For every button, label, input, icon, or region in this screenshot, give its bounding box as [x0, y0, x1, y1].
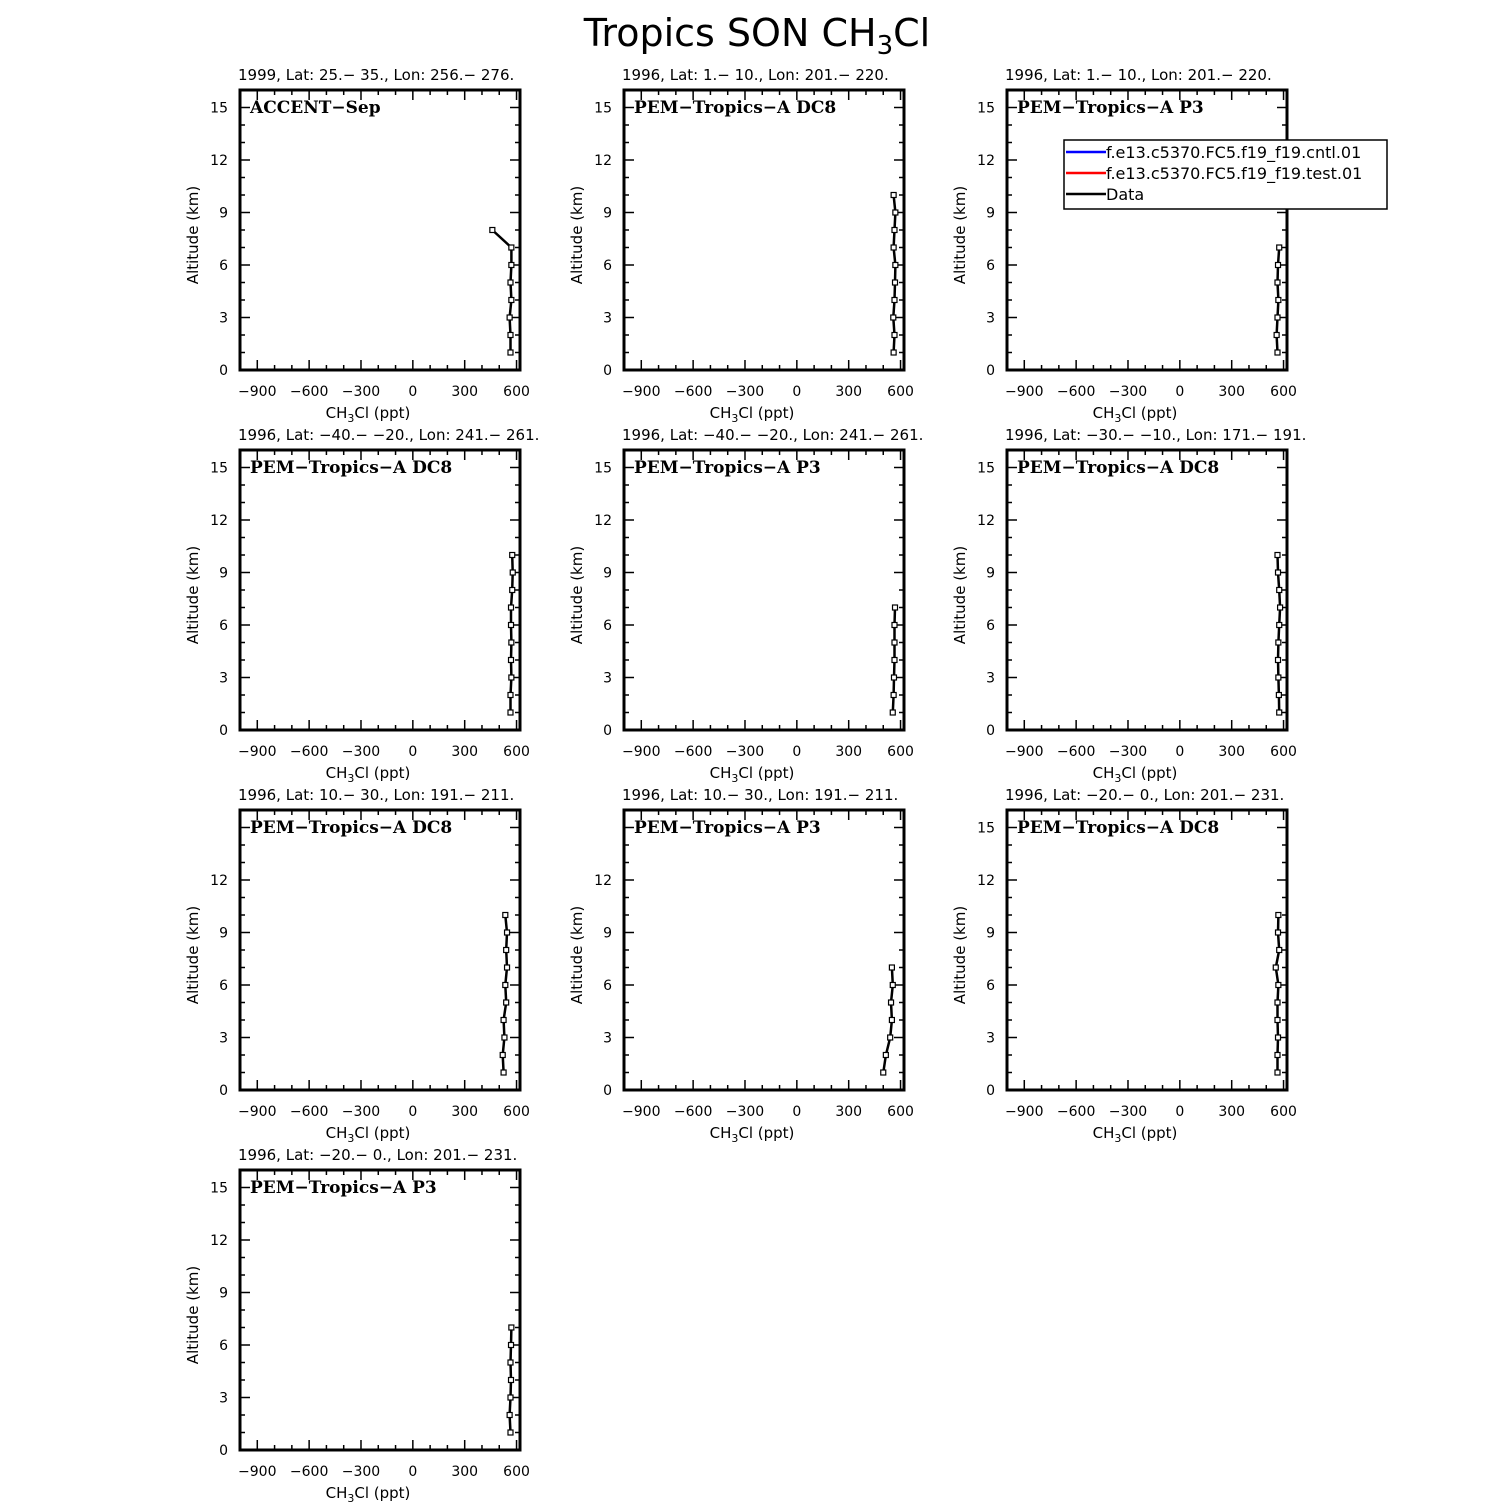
y-tick-label: 9 [219, 1285, 228, 1302]
x-tick-label: 0 [792, 744, 802, 760]
y-tick-label: 6 [219, 618, 228, 634]
x-tick-label: 600 [887, 744, 914, 760]
data-point [509, 1325, 514, 1330]
plot-frame [240, 810, 520, 1090]
y-tick-label: 6 [603, 978, 612, 994]
panel-4 [184, 426, 539, 785]
data-point [509, 263, 514, 268]
y-tick-label: 15 [210, 100, 228, 117]
y-tick-label: 6 [986, 978, 995, 994]
campaign-label: PEM−Tropics−A DC8 [250, 458, 453, 478]
x-tick-label: 0 [792, 1104, 802, 1120]
data-point [510, 553, 515, 558]
campaign-label: PEM−Tropics−A P3 [634, 818, 821, 838]
x-tick-label: 300 [1218, 384, 1246, 400]
y-tick-label: 9 [603, 565, 612, 582]
y-tick-label: 3 [986, 310, 995, 327]
y-tick-label: 0 [219, 723, 228, 739]
data-point [888, 1035, 893, 1040]
plot-frame [240, 450, 520, 730]
data-point [891, 675, 896, 680]
y-tick-label: 9 [603, 205, 612, 222]
x-tick-label: −900 [1005, 384, 1044, 400]
campaign-label: PEM−Tropics−A P3 [634, 458, 821, 478]
x-tick-label: −900 [238, 744, 277, 760]
x-tick-label: −600 [289, 1464, 329, 1480]
y-tick-label: 3 [219, 1030, 228, 1047]
y-axis-label: Altitude (km) [951, 905, 969, 1005]
x-tick-label: −300 [1108, 384, 1148, 400]
data-point [891, 315, 896, 320]
data-point [500, 1053, 505, 1058]
data-point [504, 1000, 509, 1005]
y-tick-label: 3 [986, 670, 995, 687]
y-tick-label: 15 [594, 100, 612, 117]
plot-frame [240, 1170, 520, 1450]
data-point [508, 710, 513, 715]
x-tick-label: 600 [503, 1104, 530, 1120]
x-tick-label: −600 [673, 1104, 713, 1120]
y-tick-label: 6 [219, 258, 228, 274]
x-tick-label: −900 [622, 1104, 661, 1120]
data-point [892, 658, 897, 663]
x-tick-label: 300 [1218, 1104, 1246, 1120]
data-point [890, 710, 895, 715]
campaign-label: PEM−Tropics−A DC8 [1017, 458, 1220, 478]
x-tick-label: 300 [835, 384, 863, 400]
y-tick-label: 0 [986, 363, 995, 379]
data-point [1275, 280, 1280, 285]
legend-label: f.e13.c5370.FC5.f19_f19.cntl.01 [1106, 143, 1362, 162]
y-tick-label: 6 [219, 978, 228, 994]
campaign-label: PEM−Tropics−A DC8 [1017, 818, 1220, 838]
data-point [509, 1343, 514, 1348]
data-point [501, 1070, 506, 1075]
y-tick-label: 3 [219, 670, 228, 687]
y-tick-label: 9 [986, 205, 995, 222]
data-point [1277, 245, 1282, 250]
data-point [509, 298, 514, 303]
data-point [1276, 1035, 1281, 1040]
data-point [1277, 710, 1282, 715]
panel-header: 1996, Lat: 10.− 30., Lon: 191.− 211. [622, 786, 899, 804]
plot-frame [1007, 90, 1287, 370]
y-axis-label: Altitude (km) [568, 185, 586, 285]
data-point [892, 640, 897, 645]
y-tick-label: 12 [594, 873, 612, 889]
y-tick-label: 0 [603, 723, 612, 739]
y-tick-label: 12 [594, 513, 612, 529]
x-tick-label: −600 [289, 744, 329, 760]
panel-header: 1996, Lat: −40.− −20., Lon: 241.− 261. [238, 426, 540, 444]
panel-header: 1996, Lat: 1.− 10., Lon: 201.− 220. [622, 66, 889, 84]
legend-label: Data [1106, 185, 1145, 204]
x-tick-label: 600 [1270, 744, 1297, 760]
data-point [1275, 553, 1280, 558]
x-tick-label: −300 [725, 384, 765, 400]
data-point [508, 350, 513, 355]
data-point [1275, 1000, 1280, 1005]
y-tick-label: 6 [219, 1338, 228, 1354]
y-tick-label: 9 [986, 565, 995, 582]
x-tick-label: 300 [835, 1104, 863, 1120]
y-tick-label: 3 [603, 1030, 612, 1047]
x-tick-label: −600 [673, 744, 713, 760]
legend [1064, 140, 1387, 209]
x-tick-label: 0 [1175, 1104, 1185, 1120]
data-point [1278, 605, 1283, 610]
y-tick-label: 12 [977, 153, 995, 169]
y-tick-label: 0 [603, 1083, 612, 1099]
x-axis-label: $CH_3Cl$ (ppt) [325, 404, 411, 425]
data-point [891, 693, 896, 698]
plot-frame [1007, 450, 1287, 730]
data-point [892, 228, 897, 233]
y-tick-label: 0 [219, 1083, 228, 1099]
y-tick-label: 9 [219, 205, 228, 222]
panel-7 [184, 786, 530, 1145]
x-tick-label: 0 [408, 744, 418, 760]
data-point [507, 315, 512, 320]
data-series-line [1278, 555, 1281, 713]
data-point [503, 983, 508, 988]
y-tick-label: 3 [986, 1030, 995, 1047]
panel-header: 1996, Lat: −40.− −20., Lon: 241.− 261. [622, 426, 924, 444]
data-point [508, 693, 513, 698]
y-axis-label: Altitude (km) [568, 905, 586, 1005]
y-tick-label: 3 [603, 670, 612, 687]
data-point [509, 675, 514, 680]
x-tick-label: 0 [1175, 744, 1185, 760]
data-point [508, 1360, 513, 1365]
data-point [892, 333, 897, 338]
x-tick-label: 600 [887, 1104, 914, 1120]
data-point [509, 658, 514, 663]
x-tick-label: −600 [1056, 384, 1096, 400]
x-tick-label: −900 [238, 384, 277, 400]
data-point [889, 965, 894, 970]
y-axis-label: Altitude (km) [951, 545, 969, 645]
y-tick-label: 0 [986, 723, 995, 739]
x-tick-label: 300 [451, 744, 479, 760]
data-point [881, 1070, 886, 1075]
x-tick-label: 0 [792, 384, 802, 400]
x-tick-label: 600 [503, 1464, 530, 1480]
data-point [509, 605, 514, 610]
y-axis-label: Altitude (km) [184, 185, 202, 285]
data-point [502, 1035, 507, 1040]
y-tick-label: 3 [219, 310, 228, 327]
data-point [893, 605, 898, 610]
y-tick-label: 15 [210, 460, 228, 477]
panel-6 [951, 426, 1306, 785]
y-tick-label: 15 [977, 460, 995, 477]
data-point [1275, 1018, 1280, 1023]
y-tick-label: 15 [594, 460, 612, 477]
x-tick-label: −600 [673, 384, 713, 400]
data-point [1276, 930, 1281, 935]
data-point [1273, 965, 1278, 970]
data-point [891, 193, 896, 198]
data-point [889, 1018, 894, 1023]
campaign-label: PEM−Tropics−A P3 [1017, 98, 1204, 118]
x-axis-label: $CH_3Cl$ (ppt) [709, 764, 795, 785]
figure-title: Tropics SON $CH_3Cl$ [583, 11, 931, 61]
data-point [508, 1395, 513, 1400]
data-point [510, 588, 515, 593]
x-tick-label: −900 [622, 744, 661, 760]
x-tick-label: 600 [1270, 384, 1297, 400]
data-point [1275, 1070, 1280, 1075]
legend-label: f.e13.c5370.FC5.f19_f19.test.01 [1106, 164, 1363, 183]
y-tick-label: 9 [603, 925, 612, 942]
x-tick-label: −300 [1108, 1104, 1148, 1120]
plot-frame [624, 90, 904, 370]
data-point [1276, 693, 1281, 698]
x-tick-label: 0 [1175, 384, 1185, 400]
panel-header: 1996, Lat: −20.− 0., Lon: 201.− 231. [238, 1146, 518, 1164]
data-point [893, 280, 898, 285]
x-tick-label: −300 [341, 744, 381, 760]
campaign-label: PEM−Tropics−A DC8 [250, 818, 453, 838]
x-tick-label: 300 [451, 1104, 479, 1120]
data-point [1276, 570, 1281, 575]
data-point [508, 280, 513, 285]
y-tick-label: 0 [219, 363, 228, 379]
y-tick-label: 12 [977, 873, 995, 889]
data-point [508, 333, 513, 338]
x-axis-label: $CH_3Cl$ (ppt) [1092, 1124, 1178, 1145]
data-series-line [1276, 915, 1279, 1073]
x-axis-label: $CH_3Cl$ (ppt) [325, 764, 411, 785]
y-axis-label: Altitude (km) [184, 545, 202, 645]
data-point [507, 1413, 512, 1418]
x-tick-label: 600 [503, 744, 530, 760]
y-tick-label: 0 [603, 363, 612, 379]
y-tick-label: 15 [977, 100, 995, 117]
x-tick-label: −300 [341, 1464, 381, 1480]
data-point [891, 350, 896, 355]
x-tick-label: −300 [725, 1104, 765, 1120]
data-point [889, 1000, 894, 1005]
data-point [890, 983, 895, 988]
data-series-line [893, 195, 895, 353]
x-tick-label: 600 [1270, 1104, 1297, 1120]
x-axis-label: $CH_3Cl$ (ppt) [709, 1124, 795, 1145]
plot-frame [624, 810, 904, 1090]
x-axis-label: $CH_3Cl$ (ppt) [709, 404, 795, 425]
data-point [1277, 948, 1282, 953]
panel-5 [568, 426, 923, 785]
data-point [1274, 333, 1279, 338]
campaign-label: PEM−Tropics−A DC8 [634, 98, 837, 118]
data-point [509, 623, 514, 628]
x-tick-label: 600 [887, 384, 914, 400]
x-tick-label: −300 [725, 744, 765, 760]
y-tick-label: 12 [210, 873, 228, 889]
x-tick-label: −900 [622, 384, 661, 400]
data-point [504, 948, 509, 953]
y-tick-label: 6 [603, 618, 612, 634]
data-point [509, 640, 514, 645]
data-series-line [503, 915, 507, 1073]
panel-9 [951, 786, 1297, 1145]
panel-8 [568, 786, 914, 1145]
x-tick-label: 0 [408, 384, 418, 400]
data-point [501, 1018, 506, 1023]
data-point [1277, 588, 1282, 593]
x-tick-label: 300 [835, 744, 863, 760]
y-tick-label: 0 [219, 1443, 228, 1459]
panel-10 [184, 1146, 530, 1505]
campaign-label: PEM−Tropics−A P3 [250, 1178, 437, 1198]
data-point [510, 570, 515, 575]
panel-header: 1996, Lat: −20.− 0., Lon: 201.− 231. [1005, 786, 1285, 804]
x-tick-label: −900 [238, 1104, 277, 1120]
data-point [505, 965, 510, 970]
plot-frame [1007, 810, 1287, 1090]
panel-header: 1996, Lat: 1.− 10., Lon: 201.− 220. [1005, 66, 1272, 84]
x-axis-label: $CH_3Cl$ (ppt) [325, 1124, 411, 1145]
y-tick-label: 9 [986, 925, 995, 942]
data-point [1275, 315, 1280, 320]
y-tick-label: 9 [219, 925, 228, 942]
data-point [1276, 640, 1281, 645]
y-tick-label: 12 [594, 153, 612, 169]
data-point [891, 245, 896, 250]
y-axis-label: Altitude (km) [568, 545, 586, 645]
data-point [1276, 913, 1281, 918]
x-tick-label: −900 [1005, 1104, 1044, 1120]
data-point [1276, 983, 1281, 988]
x-tick-label: −600 [289, 384, 329, 400]
data-point [503, 913, 508, 918]
y-tick-label: 12 [977, 513, 995, 529]
panel-header: 1996, Lat: −30.− −10., Lon: 171.− 191. [1005, 426, 1307, 444]
data-point [1276, 298, 1281, 303]
data-point [893, 210, 898, 215]
data-series-line [511, 555, 513, 713]
data-point [892, 623, 897, 628]
data-point [883, 1053, 888, 1058]
x-axis-label: $CH_3Cl$ (ppt) [1092, 404, 1178, 425]
data-point [1277, 623, 1282, 628]
x-tick-label: −600 [1056, 744, 1096, 760]
y-tick-label: 6 [986, 258, 995, 274]
data-point [1275, 350, 1280, 355]
x-tick-label: −300 [341, 1104, 381, 1120]
data-point [892, 298, 897, 303]
x-tick-label: 0 [408, 1464, 418, 1480]
y-axis-label: Altitude (km) [951, 185, 969, 285]
y-tick-label: 3 [603, 310, 612, 327]
panel-header: 1999, Lat: 25.− 35., Lon: 256.− 276. [238, 66, 515, 84]
x-tick-label: 300 [1218, 744, 1246, 760]
x-tick-label: −300 [341, 384, 381, 400]
y-tick-label: 6 [986, 618, 995, 634]
data-point [1276, 675, 1281, 680]
campaign-label: ACCENT−Sep [250, 98, 381, 118]
data-point [1275, 1053, 1280, 1058]
y-tick-label: 6 [603, 258, 612, 274]
plot-frame [240, 90, 520, 370]
data-point [508, 1430, 513, 1435]
panel-3 [951, 66, 1297, 425]
data-point [505, 930, 510, 935]
data-point [490, 228, 495, 233]
y-tick-label: 15 [977, 820, 995, 837]
x-axis-label: $CH_3Cl$ (ppt) [325, 1484, 411, 1505]
y-tick-label: 9 [219, 565, 228, 582]
x-tick-label: −900 [238, 1464, 277, 1480]
y-axis-label: Altitude (km) [184, 1265, 202, 1365]
x-tick-label: 300 [451, 384, 479, 400]
x-tick-label: −300 [1108, 744, 1148, 760]
plot-frame [624, 450, 904, 730]
x-tick-label: 300 [451, 1464, 479, 1480]
y-axis-label: Altitude (km) [184, 905, 202, 1005]
x-tick-label: 0 [408, 1104, 418, 1120]
data-point [509, 1378, 514, 1383]
y-tick-label: 12 [210, 153, 228, 169]
x-axis-label: $CH_3Cl$ (ppt) [1092, 764, 1178, 785]
data-point [1276, 658, 1281, 663]
data-point [1276, 263, 1281, 268]
x-tick-label: −600 [289, 1104, 329, 1120]
y-tick-label: 15 [210, 1180, 228, 1197]
y-tick-label: 12 [210, 513, 228, 529]
data-point [893, 263, 898, 268]
panel-header: 1996, Lat: 10.− 30., Lon: 191.− 211. [238, 786, 515, 804]
x-tick-label: −900 [1005, 744, 1044, 760]
y-tick-label: 12 [210, 1233, 228, 1249]
x-tick-label: 600 [503, 384, 530, 400]
y-tick-label: 3 [219, 1390, 228, 1407]
panel-1 [184, 66, 530, 425]
y-tick-label: 0 [986, 1083, 995, 1099]
panel-2 [568, 66, 914, 425]
x-tick-label: −600 [1056, 1104, 1096, 1120]
data-point [509, 245, 514, 250]
